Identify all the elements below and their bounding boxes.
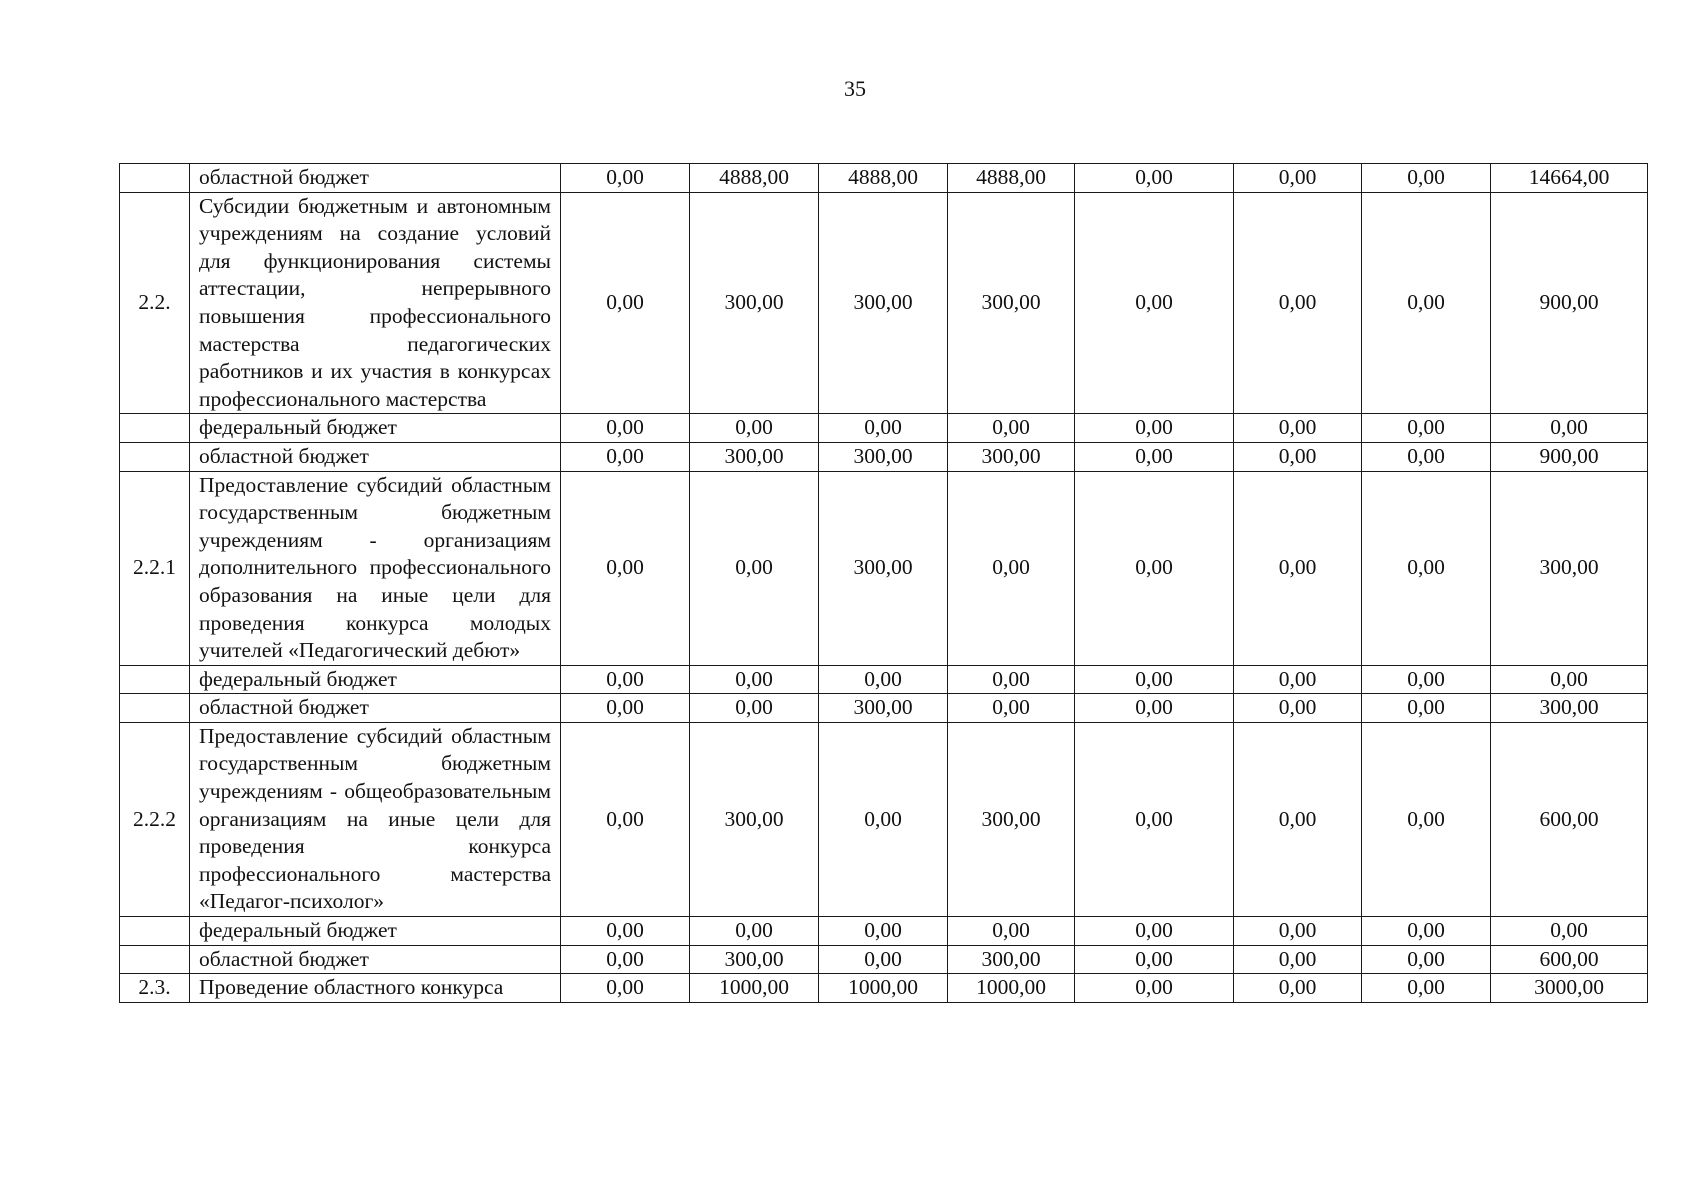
value-cell: 0,00 — [561, 665, 690, 694]
table-row — [120, 694, 1648, 723]
table-row — [120, 192, 1648, 414]
value-cell: 0,00 — [1362, 192, 1491, 414]
value-cell: 0,00 — [819, 665, 948, 694]
value-cell: 0,00 — [1362, 442, 1491, 471]
row-description: областной бюджет — [190, 945, 561, 974]
value-cell: 0,00 — [561, 945, 690, 974]
total-cell: 3000,00 — [1491, 974, 1648, 1003]
value-cell: 0,00 — [1234, 945, 1362, 974]
value-cell: 0,00 — [561, 974, 690, 1003]
row-number: 2.2. — [120, 192, 190, 414]
page-number: 35 — [844, 76, 866, 101]
value-cell: 0,00 — [1362, 414, 1491, 443]
value-cell: 300,00 — [948, 945, 1075, 974]
table-row — [120, 917, 1648, 946]
value-cell: 0,00 — [561, 414, 690, 443]
value-cell: 0,00 — [1234, 442, 1362, 471]
row-description: федеральный бюджет — [190, 414, 561, 443]
total-cell: 600,00 — [1491, 722, 1648, 916]
value-cell: 0,00 — [1234, 917, 1362, 946]
value-cell: 0,00 — [1075, 722, 1234, 916]
table-row — [120, 722, 1648, 916]
value-cell: 4888,00 — [948, 164, 1075, 193]
row-description: Субсидии бюджетным и автономным учреждениям на создание условий для функционирования системы аттестации, непрерывного повышения профессионального мастерства педагогических работников и их участия в конкурсах профессионального мастерства — [190, 192, 561, 414]
total-cell: 300,00 — [1491, 694, 1648, 723]
table-row — [120, 164, 1648, 193]
total-cell: 600,00 — [1491, 945, 1648, 974]
value-cell: 300,00 — [690, 442, 819, 471]
value-cell: 0,00 — [819, 722, 948, 916]
row-description: областной бюджет — [190, 164, 561, 193]
value-cell: 0,00 — [1234, 192, 1362, 414]
value-cell: 1000,00 — [948, 974, 1075, 1003]
value-cell: 0,00 — [948, 414, 1075, 443]
value-cell: 0,00 — [1362, 945, 1491, 974]
value-cell: 0,00 — [1075, 471, 1234, 665]
row-description: Предоставление субсидий областным государственным бюджетным учреждениям - организациям дополнительного профессионального образования на иные цели для проведения конкурса молодых учителей «Педагогический дебют» — [190, 471, 561, 665]
value-cell: 0,00 — [690, 694, 819, 723]
value-cell: 0,00 — [1234, 694, 1362, 723]
row-description: Предоставление субсидий областным государственным бюджетным учреждениям - общеобразовательным организациям на иные цели для проведения конкурса профессионального мастерства «Педагог-психолог» — [190, 722, 561, 916]
value-cell: 300,00 — [819, 442, 948, 471]
row-number: 2.3. — [120, 974, 190, 1003]
value-cell: 0,00 — [561, 164, 690, 193]
value-cell: 300,00 — [819, 694, 948, 723]
value-cell: 0,00 — [1362, 665, 1491, 694]
value-cell: 0,00 — [690, 471, 819, 665]
row-description: областной бюджет — [190, 694, 561, 723]
value-cell: 1000,00 — [690, 974, 819, 1003]
value-cell: 300,00 — [948, 192, 1075, 414]
row-description: областной бюджет — [190, 442, 561, 471]
value-cell: 0,00 — [561, 694, 690, 723]
row-number — [120, 665, 190, 694]
value-cell: 4888,00 — [819, 164, 948, 193]
row-number: 2.2.1 — [120, 471, 190, 665]
value-cell: 0,00 — [561, 192, 690, 414]
value-cell: 0,00 — [561, 471, 690, 665]
total-cell: 900,00 — [1491, 192, 1648, 414]
value-cell: 300,00 — [948, 442, 1075, 471]
row-number — [120, 414, 190, 443]
row-number — [120, 164, 190, 193]
value-cell: 0,00 — [1362, 974, 1491, 1003]
table-row — [120, 442, 1648, 471]
value-cell: 0,00 — [1075, 192, 1234, 414]
value-cell: 4888,00 — [690, 164, 819, 193]
value-cell: 300,00 — [948, 722, 1075, 916]
value-cell: 0,00 — [1075, 665, 1234, 694]
value-cell: 0,00 — [1075, 414, 1234, 443]
value-cell: 0,00 — [1234, 164, 1362, 193]
value-cell: 0,00 — [1234, 471, 1362, 665]
value-cell: 0,00 — [561, 917, 690, 946]
value-cell: 0,00 — [948, 917, 1075, 946]
value-cell: 300,00 — [690, 192, 819, 414]
row-description: федеральный бюджет — [190, 917, 561, 946]
value-cell: 0,00 — [690, 917, 819, 946]
value-cell: 1000,00 — [819, 974, 948, 1003]
value-cell: 0,00 — [948, 694, 1075, 723]
total-cell: 0,00 — [1491, 665, 1648, 694]
row-number: 2.2.2 — [120, 722, 190, 916]
value-cell: 0,00 — [1075, 694, 1234, 723]
total-cell: 14664,00 — [1491, 164, 1648, 193]
value-cell: 300,00 — [690, 945, 819, 974]
table-row — [120, 945, 1648, 974]
value-cell: 0,00 — [1362, 471, 1491, 665]
value-cell: 0,00 — [1075, 974, 1234, 1003]
value-cell: 300,00 — [690, 722, 819, 916]
table-row — [120, 665, 1648, 694]
value-cell: 0,00 — [1075, 945, 1234, 974]
value-cell: 0,00 — [1075, 442, 1234, 471]
row-number — [120, 945, 190, 974]
budget-table — [119, 163, 1648, 1003]
value-cell: 0,00 — [1234, 414, 1362, 443]
row-description: Проведение областного конкурса — [190, 974, 561, 1003]
table-row — [120, 414, 1648, 443]
total-cell: 300,00 — [1491, 471, 1648, 665]
value-cell: 300,00 — [819, 192, 948, 414]
row-number — [120, 442, 190, 471]
row-description: федеральный бюджет — [190, 665, 561, 694]
value-cell: 0,00 — [561, 442, 690, 471]
value-cell: 0,00 — [1362, 722, 1491, 916]
value-cell: 0,00 — [690, 665, 819, 694]
value-cell: 0,00 — [1362, 917, 1491, 946]
value-cell: 0,00 — [1362, 694, 1491, 723]
value-cell: 300,00 — [819, 471, 948, 665]
value-cell: 0,00 — [1362, 164, 1491, 193]
value-cell: 0,00 — [948, 471, 1075, 665]
value-cell: 0,00 — [819, 945, 948, 974]
value-cell: 0,00 — [1234, 665, 1362, 694]
value-cell: 0,00 — [690, 414, 819, 443]
value-cell: 0,00 — [948, 665, 1075, 694]
row-number — [120, 917, 190, 946]
value-cell: 0,00 — [561, 722, 690, 916]
row-number — [120, 694, 190, 723]
table-row — [120, 471, 1648, 665]
total-cell: 900,00 — [1491, 442, 1648, 471]
value-cell: 0,00 — [1075, 917, 1234, 946]
table-row — [120, 974, 1648, 1003]
total-cell: 0,00 — [1491, 917, 1648, 946]
value-cell: 0,00 — [1234, 974, 1362, 1003]
value-cell: 0,00 — [1075, 164, 1234, 193]
value-cell: 0,00 — [819, 414, 948, 443]
value-cell: 0,00 — [1234, 722, 1362, 916]
value-cell: 0,00 — [819, 917, 948, 946]
total-cell: 0,00 — [1491, 414, 1648, 443]
